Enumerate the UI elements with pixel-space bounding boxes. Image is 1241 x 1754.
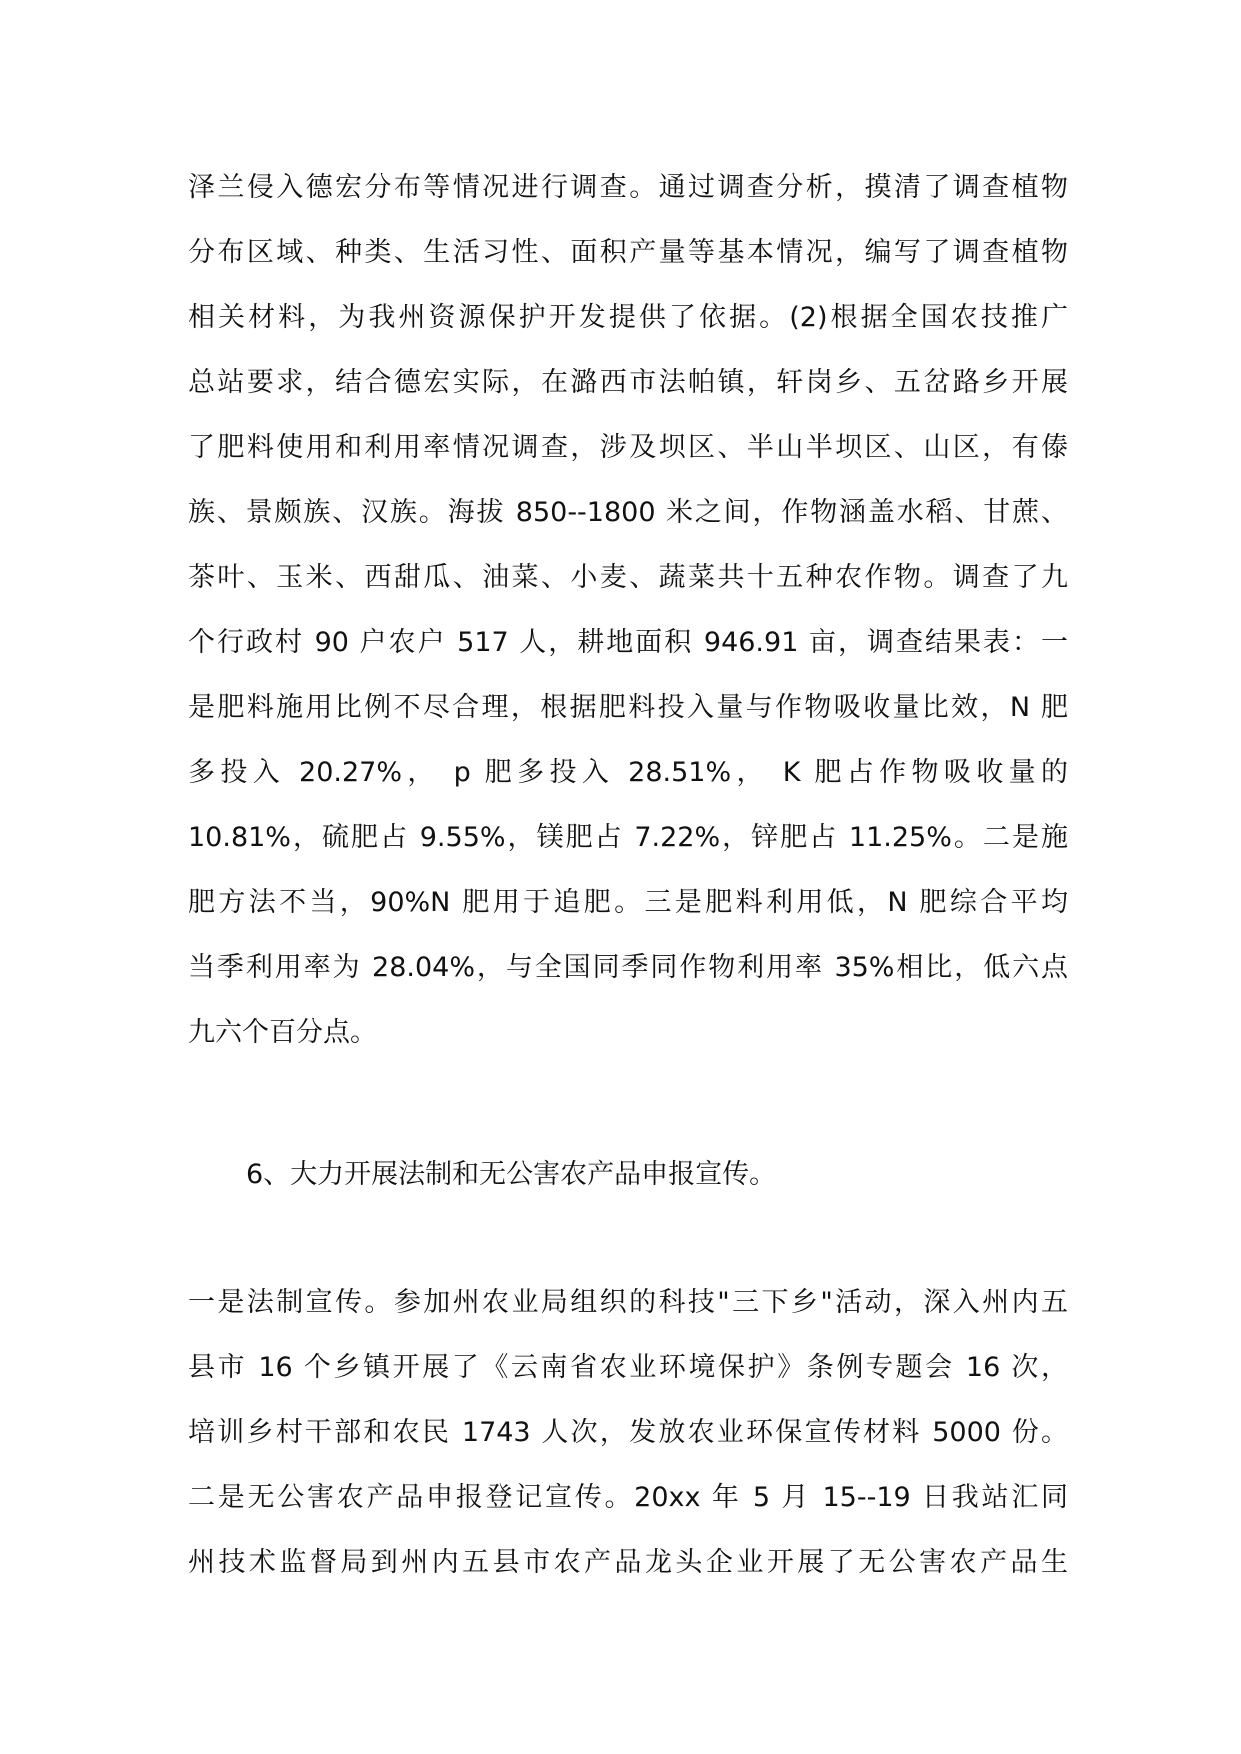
paragraph-line: 个行政村 90 户农户 517 人，耕地面积 946.91 亩，调查结果表：一 [188,627,1068,658]
paragraph-line: 茶叶、玉米、西甜瓜、油菜、小麦、蔬菜共十五种农作物。调查了九 [188,562,1068,593]
paragraph-line: 当季利用率为 28.04%，与全国同季同作物利用率 35%相比，低六点 [188,952,1068,983]
paragraph-line: 一是法制宣传。参加州农业局组织的科技"三下乡"活动，深入州内五 [188,1287,1068,1318]
paragraph-line: 总站要求，结合德宏实际，在潞西市法帕镇，轩岗乡、五岔路乡开展 [188,367,1068,398]
paragraph-line: 是肥料施用比例不尽合理，根据肥料投入量与作物吸收量比效，N 肥 [188,692,1068,723]
paragraph-line: 相关材料，为我州资源保护开发提供了依据。(2)根据全国农技推广 [188,302,1068,333]
paragraph-line: 培训乡村干部和农民 1743 人次，发放农业环保宣传材料 5000 份。 [188,1417,1068,1448]
section-heading-6 [188,1142,1068,1207]
paragraph-line: 二是无公害农产品申报登记宣传。20xx 年 5 月 15--19 日我站汇同 [188,1482,1068,1513]
paragraph-line: 10.81%，硫肥占 9.55%，镁肥占 7.22%，锌肥占 11.25%。二是施 [188,822,1068,853]
paragraph-line: 族、景颇族、汉族。海拔 850--1800 米之间，作物涵盖水稻、甘蔗、 [188,497,1068,528]
paragraph-line: 了肥料使用和利用率情况调查，涉及坝区、半山半坝区、山区，有傣 [188,432,1068,463]
paragraph-line: 县市 16 个乡镇开展了《云南省农业环境保护》条例专题会 16 次， [188,1352,1068,1383]
paragraph-line: 分布区域、种类、生活习性、面积产量等基本情况，编写了调查植物 [188,237,1068,268]
paragraph-legal-publicity [188,1270,1068,1595]
paragraph-line: 多投入 20.27%， p 肥多投入 28.51%， K 肥占作物吸收量的 [188,757,1068,788]
paragraph-line: 九六个百分点。 [188,1017,377,1048]
paragraph-line: 肥方法不当，90%N 肥用于追肥。三是肥料利用低，N 肥综合平均 [188,887,1068,918]
paragraph-survey-results [188,155,1068,1065]
section-heading-text: 6、大力开展法制和无公害农产品申报宣传。 [246,1159,777,1190]
paragraph-line: 泽兰侵入德宏分布等情况进行调查。通过调查分析，摸清了调查植物 [188,172,1068,203]
paragraph-line: 州技术监督局到州内五县市农产品龙头企业开展了无公害农产品生 [188,1547,1068,1578]
